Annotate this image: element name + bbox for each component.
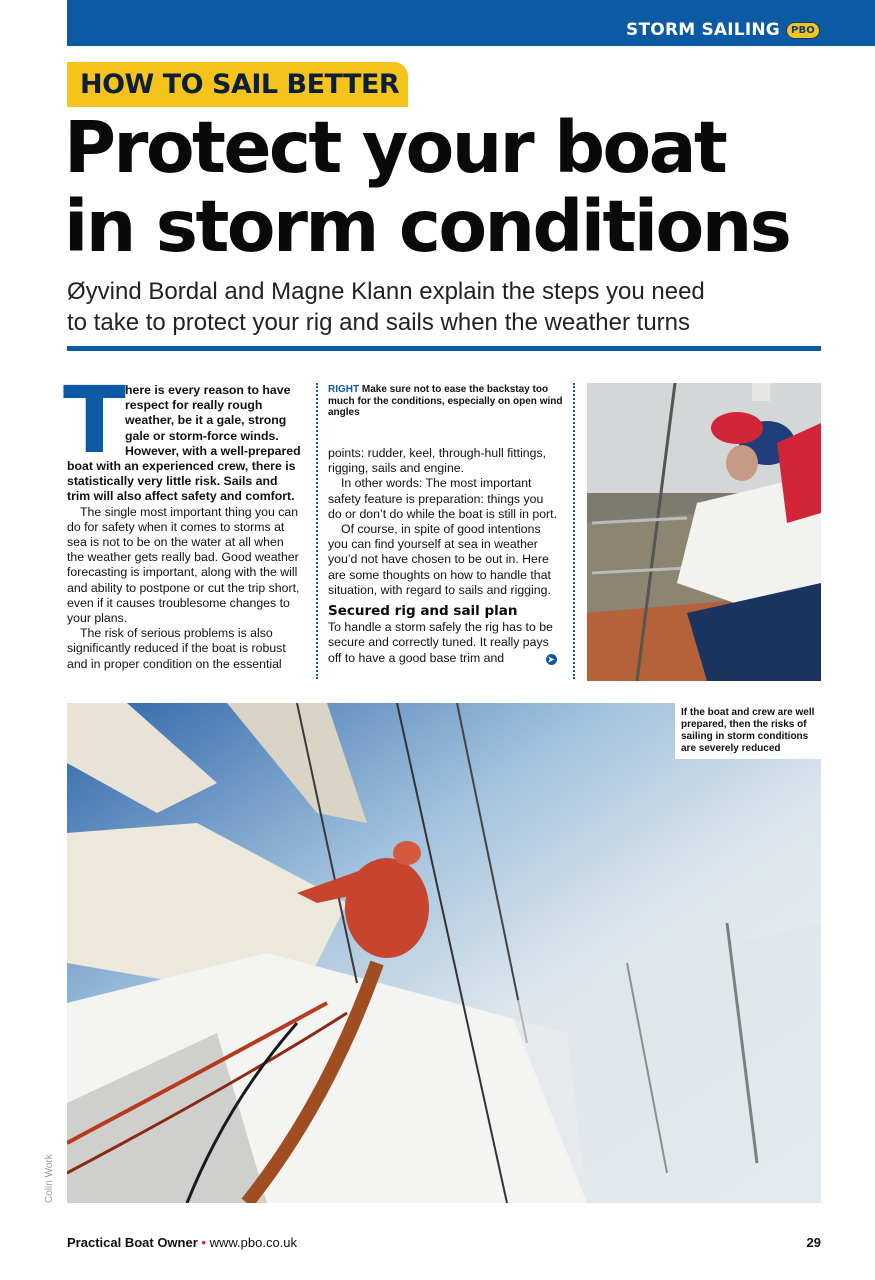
standfirst-line-2: to take to protect your rig and sails when the weather turns <box>67 309 691 336</box>
main-photo-caption: If the boat and crew are well prepared, then the risks of sailing in storm conditions are severely reduced <box>675 703 821 759</box>
photo-storm-deck <box>67 703 821 1203</box>
body-paragraph: In other words: The most important safety feature is preparation: things you do or don’t do while the boat is still in port. <box>328 476 557 521</box>
publication-name: Practical Boat Owner <box>67 1235 198 1250</box>
storm-deck-illustration <box>67 703 821 1203</box>
body-paragraph-text: To handle a storm safely the rig has to be secure and correctly tuned. It really pays off to have a good base trim and <box>328 620 553 665</box>
headline <box>64 108 854 266</box>
headline-line-2: in storm conditions <box>64 185 790 268</box>
column-divider <box>316 383 318 679</box>
kicker-tab <box>67 62 408 107</box>
body-paragraph <box>328 620 560 666</box>
section-label: STORM SAILING <box>626 20 780 40</box>
headline-rule <box>67 346 821 351</box>
body-paragraph: The single most important thing you can do for safety when it comes to storms at sea is not to be on the water at all when the weather gets really bad. Good weather forecasting is important, along with the will and ability to postpone or cut the trip short, even if it causes troublesome changes to your plans. <box>67 504 300 626</box>
website-url[interactable]: www.pbo.co.uk <box>209 1235 298 1250</box>
standfirst-line-1: Øyvind Bordal and Magne Klann explain the steps you need <box>67 278 705 305</box>
photo-credit: Colin Work <box>44 1154 55 1203</box>
kicker-text: HOW TO SAIL BETTER <box>80 69 400 100</box>
section-title <box>626 20 820 40</box>
headline-line-1: Protect your boat <box>64 106 726 189</box>
subheading: Secured rig and sail plan <box>328 603 518 620</box>
body-paragraph: Of course, in spite of good intentions you can find yourself at sea in weather you’d not have chosen to be out in. Here are some thoughts on how to handle that situation, with regard to sails and rigging. <box>328 522 551 597</box>
sailor-photo-illustration <box>587 383 821 681</box>
body-paragraph: The risk of serious problems is also significantly reduced if the boat is robust and in proper condition on the essential <box>67 626 286 671</box>
intro-paragraph: here is every reason to have respect for really rough weather, be it a gale, strong gale or storm-force winds. However, with a well-prepared boat with an experienced crew, there is statistically very little risk. Sails and trim will also affect safety and comfort. <box>67 383 301 504</box>
page-footer <box>67 1235 821 1250</box>
dropcap-letter: T <box>63 367 126 474</box>
standfirst <box>67 276 807 338</box>
caption-label: RIGHT <box>328 384 360 395</box>
footer-separator: • <box>201 1235 206 1250</box>
body-paragraph: points: rudder, keel, through-hull fittings, rigging, sails and engine. <box>328 446 547 476</box>
arrow-right-circle-icon: ➤ <box>546 654 557 665</box>
pbo-logo-badge: PBO <box>786 22 820 39</box>
photo-caption-right <box>328 384 564 419</box>
caption-text: Make sure not to ease the backstay too much for the conditions, especially on open wind angles <box>328 384 563 418</box>
article-column-2 <box>328 446 560 666</box>
photo-sailor-backstay <box>587 383 821 681</box>
page-number: 29 <box>806 1235 821 1250</box>
article-column-1 <box>63 367 303 672</box>
dropcap <box>63 367 126 474</box>
column-divider <box>573 383 575 679</box>
